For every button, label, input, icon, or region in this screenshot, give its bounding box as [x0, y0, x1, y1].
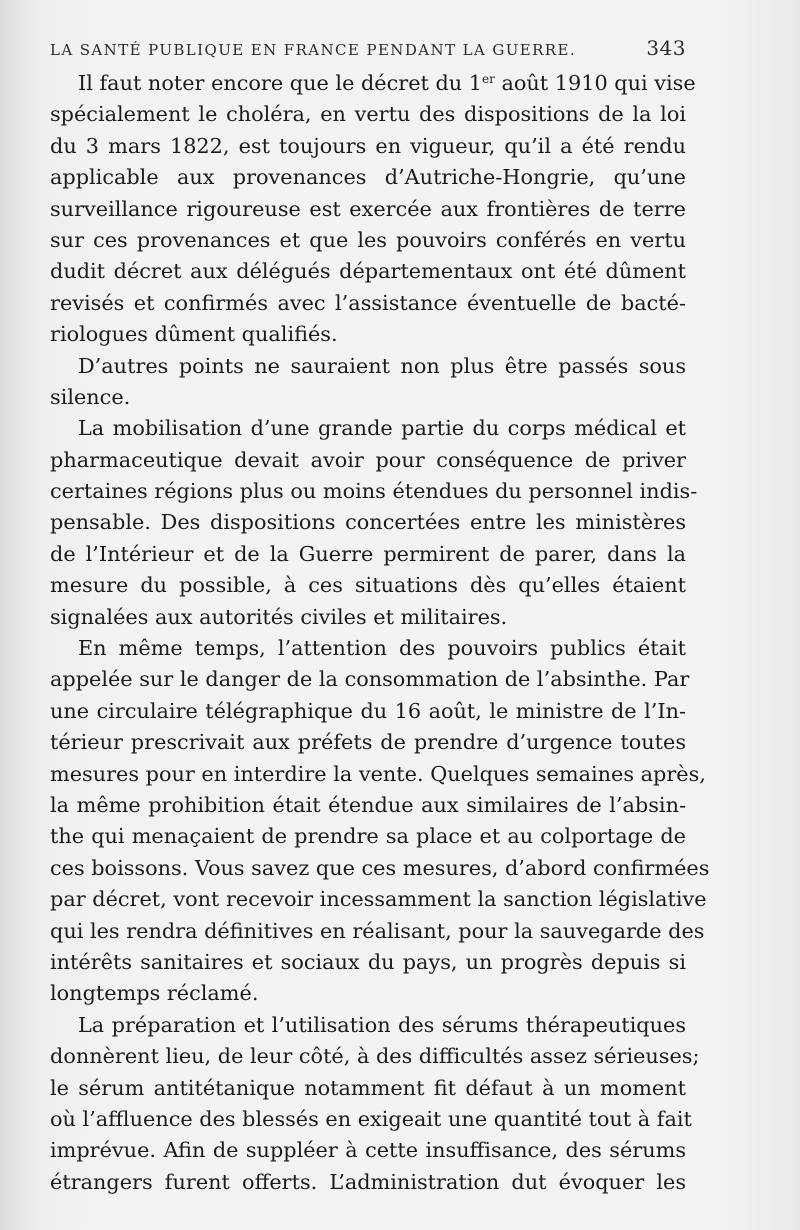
line-text: La mobilisation d’une grande partie du corps médical et [78, 416, 686, 441]
text-line [50, 633, 686, 664]
text-line [50, 1167, 686, 1198]
line-text: sur ces provenances et que les pouvoirs conférés en vertu [50, 227, 686, 252]
line-text: the qui menaçaient de prendre sa place et au colportage de [50, 824, 686, 849]
text-line [50, 288, 686, 319]
text-line [50, 99, 686, 130]
superscript: er [482, 72, 495, 86]
text-line [50, 382, 686, 413]
text-line [50, 1010, 686, 1041]
text-line [50, 1104, 692, 1135]
text-line [50, 319, 686, 350]
line-text: certaines régions plus ou moins étendues du personnel indis- [50, 479, 698, 504]
text-line [50, 445, 686, 476]
line-text: applicable aux provenances d’Autriche-Hongrie, qu’une [50, 165, 686, 190]
line-text: la même prohibition était étendue aux similaires de l’absin- [50, 792, 686, 817]
line-text: de l’Intérieur et de la Guerre permirent de parer, dans la [50, 541, 686, 566]
running-title: LA SANTÉ PUBLIQUE EN FRANCE PENDANT LA GUERRE. [50, 41, 577, 59]
text-line [50, 916, 705, 947]
text-line [50, 256, 686, 287]
line-text: mesures pour en interdire la vente. Quelques semaines après, [50, 761, 706, 786]
line-text: pensable. Des dispositions concertées entre les ministères [50, 510, 686, 535]
line-text: longtemps réclamé. [50, 981, 259, 1006]
line-text: silence. [50, 384, 131, 409]
line-text: mesure du possible, à ces situations dès qu’elles étaient [50, 573, 686, 598]
text-line [50, 162, 686, 193]
line-text: dudit décret aux délégués départementaux ont été dûment [50, 259, 686, 284]
text-line [50, 1135, 686, 1166]
line-text-continued: août 1910 qui vise [494, 71, 696, 95]
text-line [50, 1073, 686, 1104]
line-text: Il faut noter encore que le décret du 1 [78, 71, 483, 95]
page-number: 343 [646, 36, 686, 60]
line-text: du 3 mars 1822, est toujours en vigueur, qu’il a été rendu [50, 133, 686, 158]
text-line [50, 790, 686, 821]
line-text: qui les rendra définitives en réalisant, pour la sauvegarde des [50, 918, 705, 943]
text-line [50, 225, 686, 256]
running-header [50, 36, 686, 60]
line-text: imprévue. Afin de suppléer à cette insuffisance, des sérums [50, 1138, 686, 1163]
text-line [50, 413, 686, 444]
text-line [50, 507, 686, 538]
line-text: spécialement le choléra, en vertu des dispositions de la loi [50, 102, 686, 127]
line-text: revisés et confirmés avec l’assistance éventuelle de bacté- [50, 290, 686, 315]
line-text: La préparation et l’utilisation des sérums thérapeutiques [78, 1012, 686, 1037]
text-line [50, 602, 686, 633]
line-text: signalées aux autorités civiles et militaires. [50, 604, 508, 629]
text-line [50, 696, 686, 727]
text-line [50, 1041, 700, 1072]
text-line [50, 351, 686, 382]
line-text: étrangers furent offerts. L’administration dut évoquer les [50, 1169, 686, 1194]
line-text: En même temps, l’attention des pouvoirs publics était [78, 636, 686, 661]
text-line [50, 821, 686, 852]
text-line [50, 664, 690, 695]
text-line [50, 68, 696, 99]
line-text: appelée sur le danger de la consommation de l’absinthe. Par [50, 667, 690, 692]
body-text [50, 68, 710, 1198]
line-text: térieur prescrivait aux préfets de prendre d’urgence toutes [50, 730, 686, 755]
text-line [50, 539, 686, 570]
line-text: ces boissons. Vous savez que ces mesures, d’abord confirmées [50, 855, 710, 880]
line-text: donnèrent lieu, de leur côté, à des difficultés assez sérieuses; [50, 1044, 700, 1069]
line-text: le sérum antitétanique notamment fit défaut à un moment [50, 1075, 686, 1100]
line-text: une circulaire télégraphique du 16 août, le ministre de l’In- [50, 698, 686, 723]
line-text: surveillance rigoureuse est exercée aux frontières de terre [50, 196, 686, 221]
text-line [50, 759, 706, 790]
text-line [50, 194, 686, 225]
text-line [50, 570, 686, 601]
line-text: D’autres points ne sauraient non plus être passés sous [78, 353, 686, 378]
line-text: pharmaceutique devait avoir pour conséquence de priver [50, 447, 686, 472]
text-line [50, 884, 707, 915]
text-line [50, 476, 698, 507]
text-line [50, 727, 686, 758]
line-text: intérêts sanitaires et sociaux du pays, un progrès depuis si [50, 949, 686, 974]
line-text: par décret, vont recevoir incessamment la sanction législative [50, 887, 707, 912]
text-line [50, 131, 686, 162]
line-text: où l’affluence des blessés en exigeait une quantité tout à fait [50, 1106, 692, 1131]
text-line [50, 853, 710, 884]
line-text: riologues dûment qualifiés. [50, 322, 338, 347]
text-line [50, 978, 686, 1009]
text-line [50, 947, 686, 978]
